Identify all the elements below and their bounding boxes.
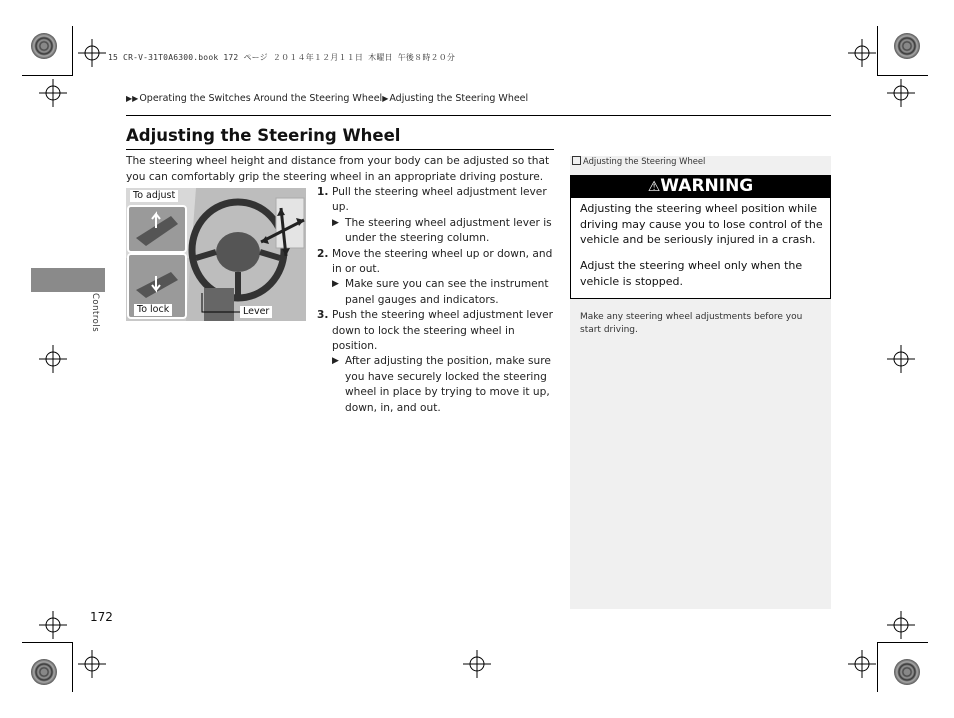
breadcrumb-item[interactable]: Operating the Switches Around the Steering Wheel — [139, 93, 383, 104]
breadcrumb-item[interactable]: Adjusting the Steering Wheel — [389, 93, 529, 104]
warning-header: ⚠WARNING — [570, 175, 831, 198]
step-item: 1. Pull the steering wheel adjustment lever up. — [317, 186, 547, 214]
figure-label-lever: Lever — [240, 306, 272, 318]
step-note: ▶ After adjusting the position, make sure you have securely locked the steering wheel in place by trying to move it up, down, in, and out. — [332, 355, 551, 414]
book-header: 15 CR-V-31T0A6300.book 172 ページ ２０１４年１２月１１日 木曜日 午後８時２０分 — [108, 53, 456, 62]
section-tab[interactable] — [31, 268, 105, 292]
steering-wheel-illustration — [126, 188, 306, 321]
note-arrow-icon: ▶ — [332, 279, 339, 290]
figure-label-adjust: To adjust — [130, 190, 178, 202]
warning-text: Adjusting the steering wheel position while driving may cause you to lose control of the vehicle and be seriously injured in a crash. — [580, 202, 823, 246]
section-tab-label: Controls — [90, 293, 100, 333]
page-title: Adjusting the Steering Wheel — [126, 126, 401, 145]
intro-paragraph: The steering wheel height and distance from your body can be adjusted so that you can comfortably grip the steering wheel in an appropriate driving posture. — [126, 155, 550, 183]
breadcrumb-arrow-icon: ▶▶ — [126, 94, 139, 103]
title-rule — [126, 149, 554, 150]
figure-label-lock: To lock — [134, 304, 172, 316]
warning-text: Adjust the steering wheel only when the vehicle is stopped. — [580, 259, 803, 288]
warning-triangle-icon: ⚠ — [647, 179, 661, 195]
step-note: ▶ The steering wheel adjustment lever is under the steering column. — [332, 216, 552, 245]
page-number: 172 — [90, 610, 113, 624]
reference-icon — [572, 156, 581, 165]
note-arrow-icon: ▶ — [332, 217, 339, 228]
sidebar-note: Make any steering wheel adjustments before you start driving. — [580, 312, 803, 335]
breadcrumb-arrow-icon: ▶ — [382, 94, 389, 103]
step-item: 2. Move the steering wheel up or down, and in or out. — [317, 247, 553, 276]
step-item: 3. Push the steering wheel adjustment lever down to lock the steering wheel in position. — [317, 309, 554, 353]
breadcrumb — [126, 93, 528, 104]
steering-wheel-figure — [126, 188, 306, 321]
step-note: ▶ Make sure you can see the instrument panel gauges and indicators. — [332, 278, 549, 306]
note-arrow-icon: ▶ — [332, 356, 339, 367]
sidebar-reference: Adjusting the Steering Wheel — [570, 156, 705, 166]
header-rule — [126, 115, 831, 116]
steps-list — [317, 185, 559, 416]
